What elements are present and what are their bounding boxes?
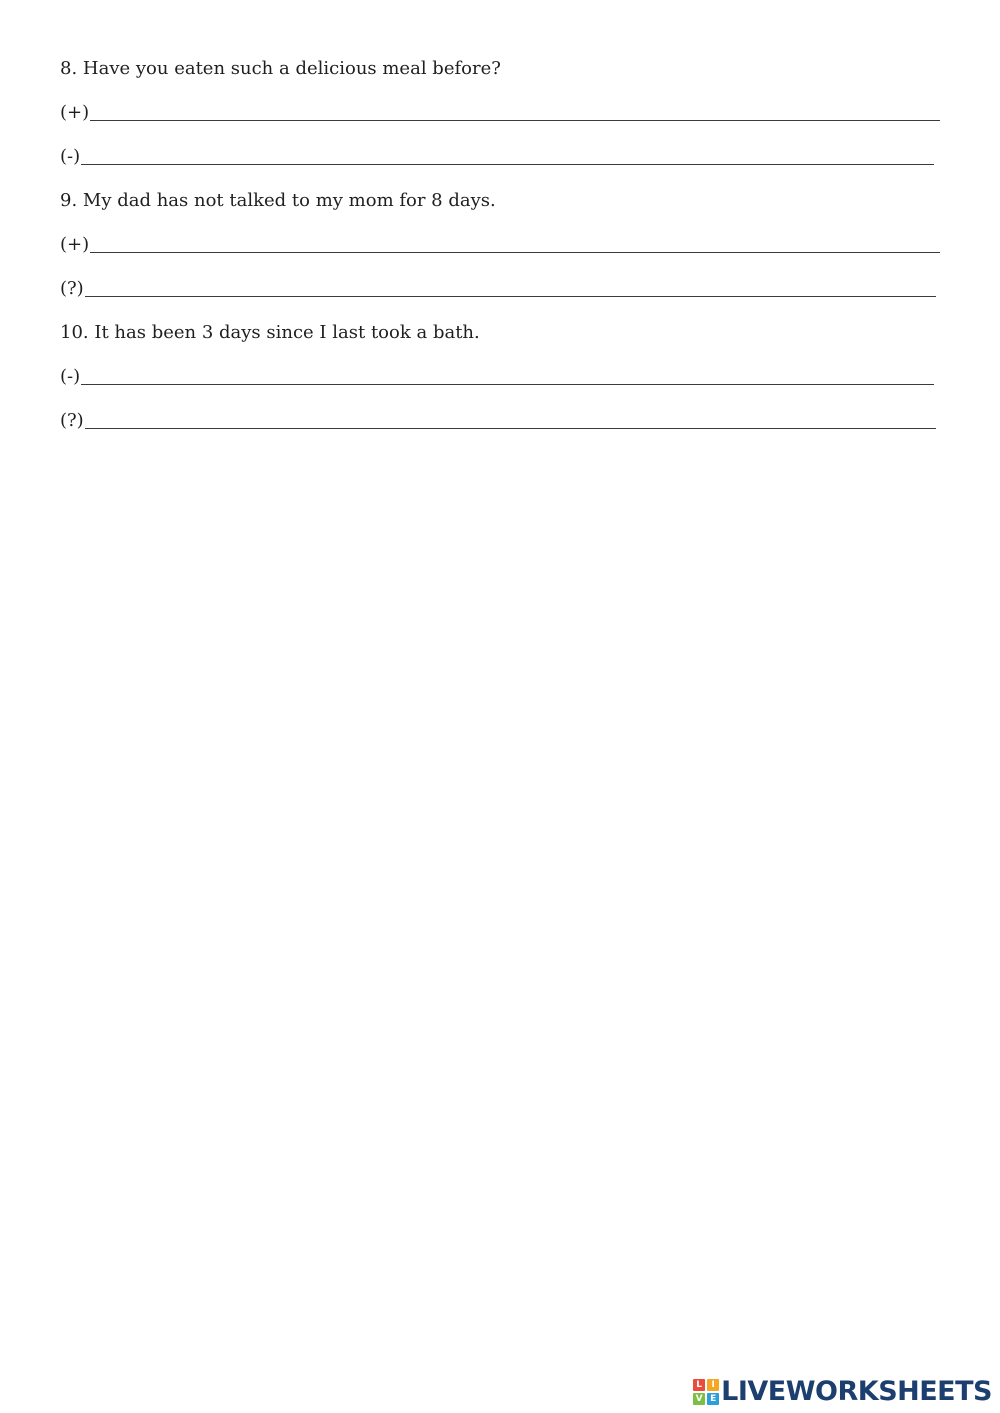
liveworksheets-wordmark: LIVEWORKSHEETS (721, 1376, 992, 1407)
question-8-prompt: 8. Have you eaten such a delicious meal before? (60, 58, 501, 79)
answer-input-8-negative[interactable] (81, 164, 934, 165)
question-block-9 (60, 188, 940, 302)
answer-label: (-) (60, 146, 81, 167)
logo-letter-i: I (707, 1379, 719, 1391)
answer-input-9-positive[interactable] (90, 252, 940, 253)
answer-input-10-question[interactable] (85, 428, 936, 429)
answer-input-9-question[interactable] (85, 296, 936, 297)
answer-label: (?) (60, 278, 84, 299)
question-10-prompt: 10. It has been 3 days since I last took a bath. (60, 322, 480, 343)
answer-row-9-question (60, 276, 940, 302)
answer-label: (-) (60, 366, 81, 387)
logo-letter-e: E (707, 1393, 719, 1405)
worksheet (60, 56, 940, 434)
answer-input-8-positive[interactable] (90, 120, 940, 121)
answer-label: (+) (60, 102, 90, 123)
logo-letter-v: V (693, 1393, 705, 1405)
question-block-8 (60, 56, 940, 170)
logo-letter-l: L (693, 1379, 705, 1391)
answer-row-8-positive (60, 100, 940, 126)
answer-label: (?) (60, 410, 84, 431)
answer-row-10-question (60, 408, 940, 434)
answer-row-9-positive (60, 232, 940, 258)
liveworksheets-logo-icon (693, 1379, 719, 1405)
answer-row-8-negative (60, 144, 940, 170)
question-block-10 (60, 320, 940, 434)
liveworksheets-brand (693, 1377, 992, 1407)
answer-row-10-negative (60, 364, 940, 390)
answer-label: (+) (60, 234, 90, 255)
question-9-prompt: 9. My dad has not talked to my mom for 8 days. (60, 190, 496, 211)
answer-input-10-negative[interactable] (81, 384, 934, 385)
